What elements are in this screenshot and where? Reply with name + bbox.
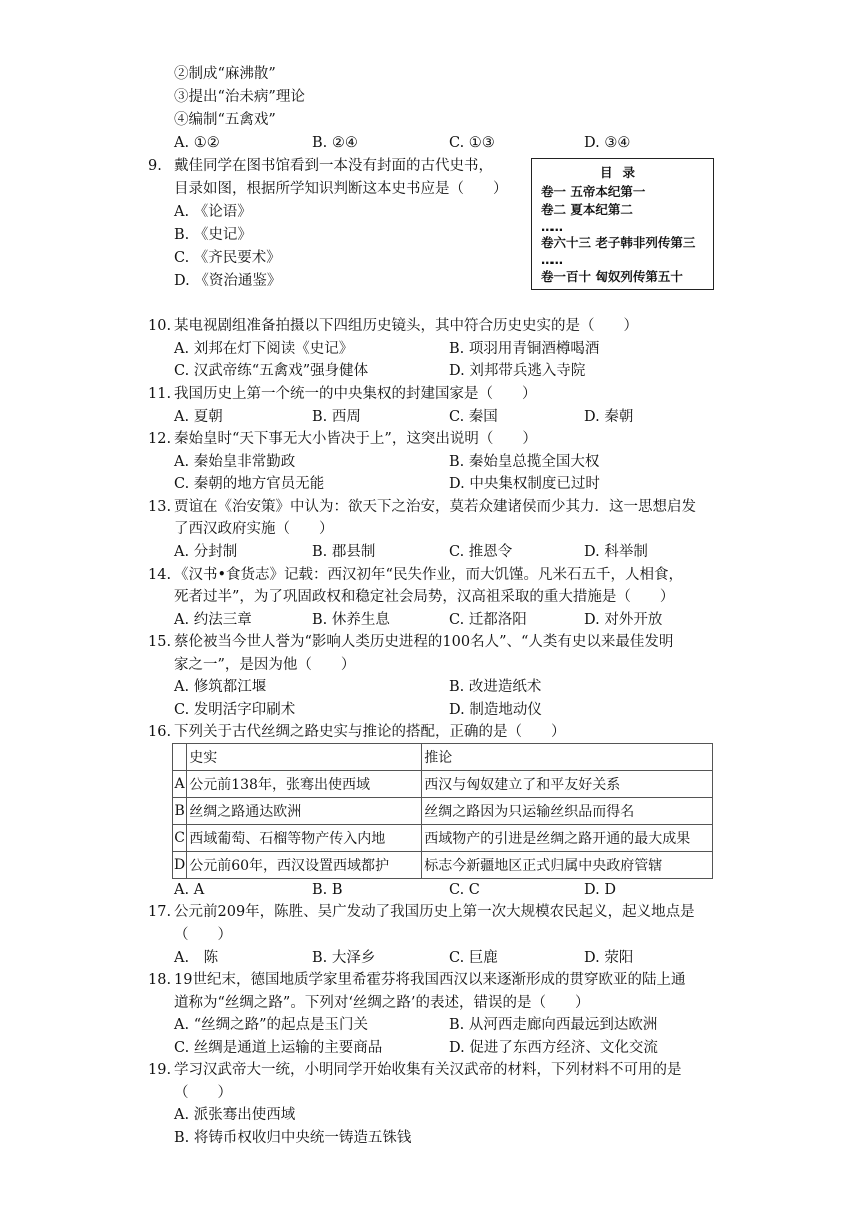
q18-option-c: C. 丝绸是通道上运输的主要商品 [174, 1040, 383, 1056]
q8-item-4: ④编制“五禽戏” [174, 112, 276, 128]
q10-option-c: C. 汉武帝练“五禽戏”强身健体 [174, 363, 369, 379]
q11-stem: 我国历史上第一个统一的中央集权的封建国家是（ ） [174, 386, 537, 402]
q16-stem: 下列关于古代丝绸之路史实与推论的搭配，正确的是（ ） [174, 724, 566, 740]
q15-option-b: B. 改进造纸术 [449, 679, 542, 695]
table-row [173, 852, 713, 879]
q15-stem-line-1: 蔡伦被当今世人誉为“影响人类历史进程的100名人”、“人类有史以来最佳发明 [174, 634, 674, 650]
q9-stem-line-1: 戴佳同学在图书馆看到一本没有封面的古代史书， [174, 158, 493, 174]
q9-stem-line-2: 目录如图，根据所学知识判断这本史书应是（ ） [174, 181, 508, 197]
q15-option-c: C. 发明活字印刷术 [174, 702, 296, 718]
q17-number: 17. [148, 904, 172, 920]
q9-option-b: B. 《史记》 [174, 227, 252, 243]
q9-number: 9. [148, 158, 162, 174]
q13-option-b: B. 郡县制 [312, 544, 376, 560]
table-cell: 西汉与匈奴建立了和平友好关系 [422, 771, 713, 798]
table-header-cell: 史实 [187, 744, 422, 771]
q16-option-d: D. D [584, 882, 616, 898]
q16-option-b: B. B [312, 882, 343, 898]
q10-number: 10. [148, 318, 172, 334]
q13-option-c: C. 推恩令 [449, 544, 513, 560]
table-cell: A [173, 771, 187, 798]
q9-table-of-contents-figure [531, 158, 714, 290]
q8-item-2: ②制成“麻沸散” [174, 66, 276, 82]
q17-option-a: A. 陈 [174, 950, 219, 966]
table-cell: 西域葡萄、石榴等物产传入内地 [187, 825, 422, 852]
table-header-row [173, 744, 713, 771]
q12-stem: 秦始皇时“天下事无大小皆决于上”，这突出说明（ ） [174, 431, 537, 447]
q16-number: 16. [148, 724, 172, 740]
q14-option-a: A. 约法三章 [174, 612, 252, 628]
table-cell: 丝绸之路通达欧洲 [187, 798, 422, 825]
q10-option-d: D. 刘邦带兵逃入寺院 [449, 363, 586, 379]
q13-option-a: A. 分封制 [174, 544, 238, 560]
q10-stem: 某电视剧组准备拍摄以下四组历史镜头，其中符合历史史实的是（ ） [174, 318, 638, 334]
q17-stem-line-1: 公元前209年，陈胜、吴广发动了我国历史上第一次大规模农民起义，起义地点是 [174, 904, 695, 920]
q11-option-a: A. 夏朝 [174, 409, 223, 425]
q8-item-3: ③提出“治未病”理论 [174, 89, 305, 105]
q17-option-d: D. 荥阳 [584, 950, 634, 966]
q16-option-c: C. C [449, 882, 480, 898]
toc-row: 卷二 夏本纪第二 [541, 202, 633, 217]
q18-number: 18. [148, 972, 172, 988]
q17-stem-line-2: （ ） [174, 927, 232, 943]
table-row [173, 771, 713, 798]
q15-option-a: A. 修筑都江堰 [174, 679, 267, 695]
table-cell: 标志今新疆地区正式归属中央政府管辖 [422, 852, 713, 879]
toc-row: …… [541, 252, 560, 267]
q11-option-d: D. 秦朝 [584, 409, 634, 425]
q8-option-b: B. ②④ [312, 135, 358, 151]
q19-option-b: B. 将铸币权收归中央统一铸造五铢钱 [174, 1130, 412, 1146]
q9-option-a: A. 《论语》 [174, 204, 252, 220]
q19-stem-line-1: 学习汉武帝大一统，小明同学开始收集有关汉武帝的材料，下列材料不可用的是 [174, 1062, 682, 1078]
table-header-cell: 推论 [422, 744, 713, 771]
q19-option-a: A. 派张骞出使西域 [174, 1107, 296, 1123]
q11-number: 11. [148, 386, 172, 402]
q18-option-a: A. “丝绸之路”的起点是玉门关 [174, 1017, 369, 1033]
q11-option-c: C. 秦国 [449, 409, 498, 425]
q8-option-c: C. ①③ [449, 135, 495, 151]
q16-table [172, 743, 713, 879]
q13-stem-line-2: 了西汉政府实施（ ） [174, 521, 334, 537]
q10-option-b: B. 项羽用青铜酒樽喝酒 [449, 341, 600, 357]
q15-number: 15. [148, 634, 172, 650]
q18-option-b: B. 从河西走廊向西最远到达欧洲 [449, 1017, 658, 1033]
q9-option-d: D. 《资治通鉴》 [174, 273, 282, 289]
q8-option-a: A. ①② [174, 135, 220, 151]
table-header-cell [173, 744, 187, 771]
table-cell: 西域物产的引进是丝绸之路开通的最大成果 [422, 825, 713, 852]
toc-row: 卷一 五帝本纪第一 [541, 184, 646, 199]
q14-stem-line-1: 《汉书•食货志》记载：西汉初年“民失作业，而大饥馑。凡米石五千，人相食， [174, 567, 683, 583]
q11-option-b: B. 西周 [312, 409, 361, 425]
q15-option-d: D. 制造地动仪 [449, 702, 542, 718]
q8-option-d: D. ③④ [584, 135, 631, 151]
q14-option-c: C. 迁都洛阳 [449, 612, 527, 628]
q12-option-c: C. 秦朝的地方官员无能 [174, 476, 325, 492]
table-cell: 公元前60年，西汉设置西域都护 [187, 852, 422, 879]
q19-stem-line-2: （ ） [174, 1085, 232, 1101]
toc-title: 目录 [599, 165, 645, 180]
table-cell: 丝绸之路因为只运输丝织品而得名 [422, 798, 713, 825]
q13-option-d: D. 科举制 [584, 544, 648, 560]
table-cell: C [173, 825, 187, 852]
q12-option-d: D. 中央集权制度已过时 [449, 476, 600, 492]
q17-option-b: B. 大泽乡 [312, 950, 376, 966]
table-cell: B [173, 798, 187, 825]
table-cell: D [173, 852, 187, 879]
q14-number: 14. [148, 567, 172, 583]
q12-number: 12. [148, 431, 172, 447]
q19-number: 19. [148, 1062, 172, 1078]
q15-stem-line-2: 家之一”，是因为他（ ） [174, 657, 356, 673]
q16-option-a: A. A [174, 882, 205, 898]
q17-option-c: C. 巨鹿 [449, 950, 498, 966]
q14-stem-line-2: 死者过半”，为了巩固政权和稳定社会局势，汉高祖采取的重大措施是（ ） [174, 589, 675, 605]
table-row [173, 798, 713, 825]
q14-option-d: D. 对外开放 [584, 612, 663, 628]
q18-stem-line-1: 19世纪末，德国地质学家里希霍芬将我国西汉以来逐渐形成的贯穿欧亚的陆上通 [174, 972, 686, 988]
q13-number: 13. [148, 499, 172, 515]
toc-row: …… [541, 219, 560, 234]
q10-option-a: A. 刘邦在灯下阅读《史记》 [174, 341, 354, 357]
table-cell: 公元前138年，张骞出使西域 [187, 771, 422, 798]
toc-row: 卷一百十 匈奴列传第五十 [541, 269, 683, 284]
q13-stem-line-1: 贾谊在《治安策》中认为：欲天下之治安，莫若众建诸侯而少其力．这一思想启发 [174, 499, 696, 515]
q14-option-b: B. 休养生息 [312, 612, 390, 628]
q18-option-d: D. 促进了东西方经济、文化交流 [449, 1040, 658, 1056]
q9-option-c: C. 《齐民要术》 [174, 250, 281, 266]
q18-stem-line-2: 道称为“丝绸之路”。下列对‘丝绸之路’的表述，错误的是（ ） [174, 995, 590, 1011]
table-row [173, 825, 713, 852]
q12-option-b: B. 秦始皇总揽全国大权 [449, 454, 600, 470]
q12-option-a: A. 秦始皇非常勤政 [174, 454, 296, 470]
toc-row: 卷六十三 老子韩非列传第三 [541, 235, 696, 250]
